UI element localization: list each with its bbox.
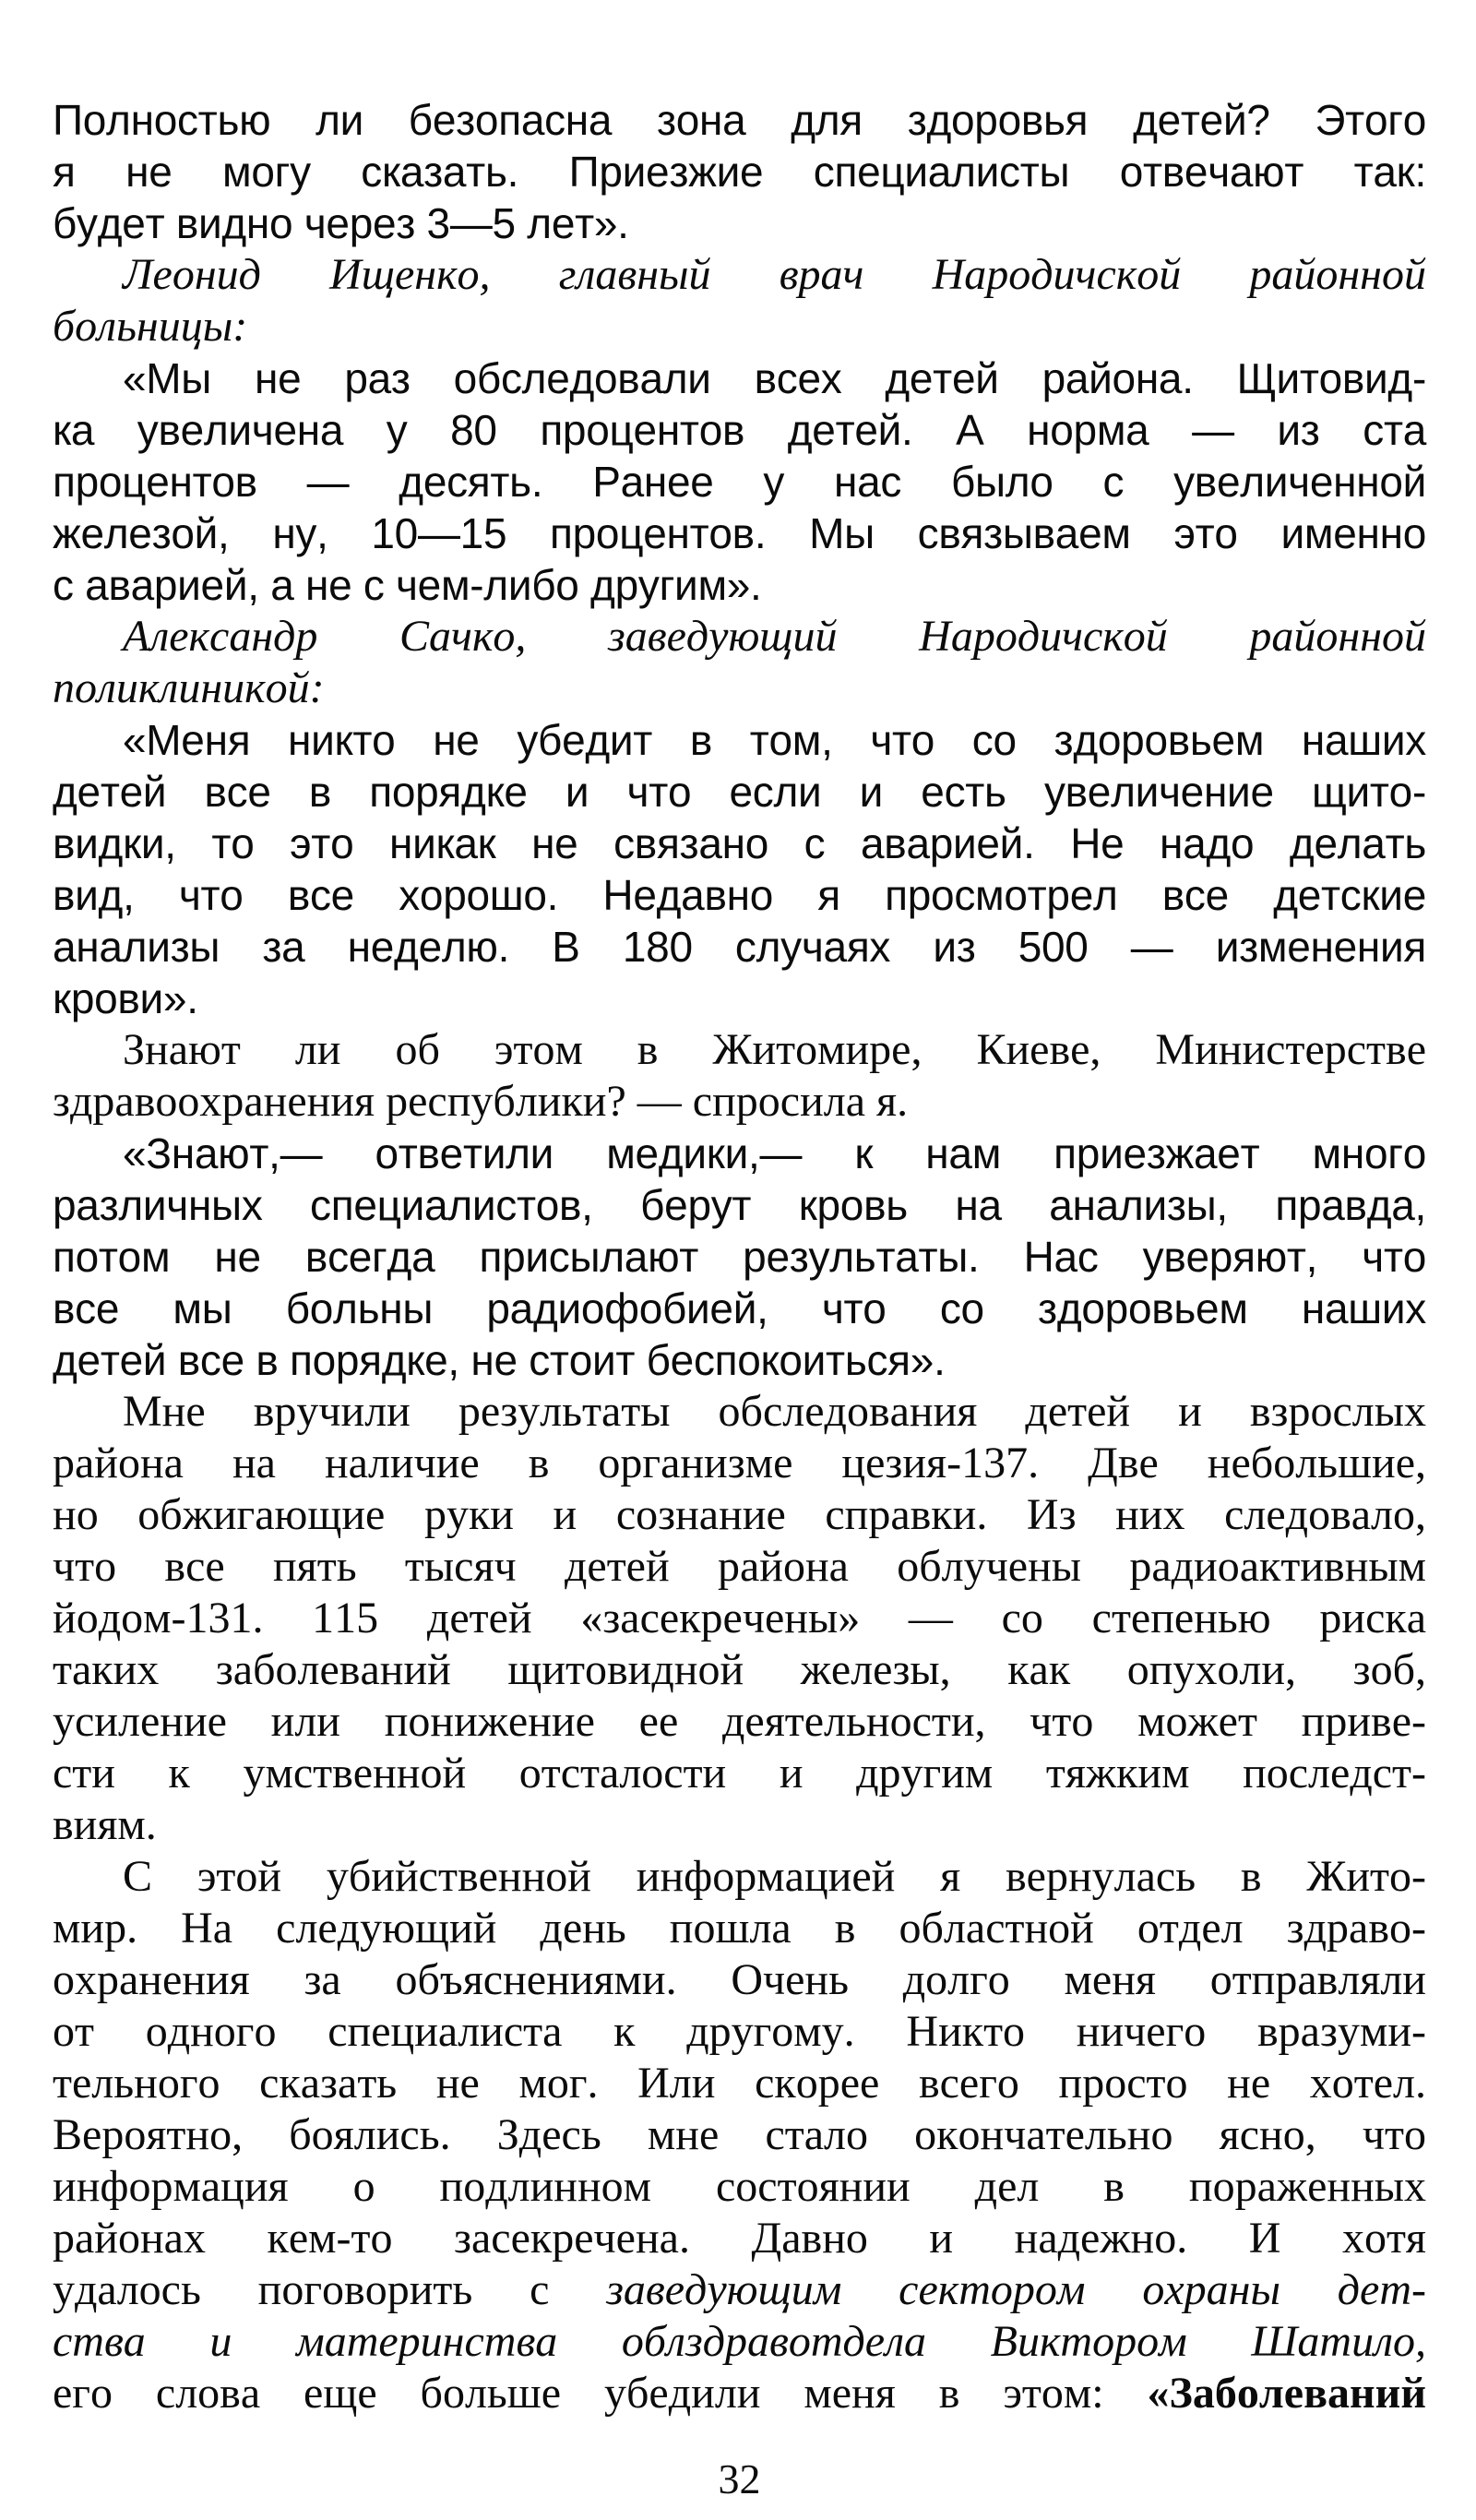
text-line: «Меня никто не убедит в том, что со здоровьем наших bbox=[123, 716, 1426, 764]
text-line: детей все в порядке, не стоит беспокоиться». bbox=[53, 1336, 946, 1384]
text-line: районах кем-то засекречена. Давно и надежно. И хотя bbox=[53, 2214, 1426, 2263]
text-line: йодом-131. 115 детей «засекречены» — со степенью риска bbox=[53, 1594, 1426, 1642]
text-line: сти к умственной отсталости и другим тяжким последст- bbox=[53, 1749, 1426, 1797]
text-line: района на наличие в организме цезия-137. Две небольшие, bbox=[53, 1439, 1426, 1487]
text-line: мир. На следующий день пошла в областной отдел здраво- bbox=[53, 1904, 1426, 1953]
text-line bbox=[53, 2316, 1426, 2368]
text-segment: удалось поговорить с bbox=[53, 2265, 607, 2314]
text-line: анализы за неделю. В 180 случаях из 500 — изменения bbox=[53, 923, 1426, 971]
text-line: все мы больны радиофобией, что со здоровьем наших bbox=[53, 1284, 1426, 1332]
text-line: я не могу сказать. Приезжие специалисты отвечают так: bbox=[53, 148, 1426, 196]
text-line: детей все в порядке и что если и есть увеличение щито- bbox=[53, 768, 1426, 816]
text-line: железой, ну, 10—15 процентов. Мы связываем это именно bbox=[53, 509, 1426, 557]
text-line: здравоохранения республики? — спросила я. bbox=[53, 1077, 909, 1126]
text-line: «Знают,— ответили медики,— к нам приезжает много bbox=[123, 1129, 1426, 1177]
text-line: различных специалистов, берут кровь на анализы, правда, bbox=[53, 1181, 1426, 1229]
text-line: потом не всегда присылают результаты. Нас уверяют, что bbox=[53, 1233, 1426, 1281]
text-line: крови». bbox=[53, 974, 198, 1022]
text-line: «Мы не раз обследовали всех детей района. Щитовид- bbox=[123, 354, 1426, 402]
text-line: но обжигающие руки и сознание справки. Из них следовало, bbox=[53, 1490, 1426, 1539]
text-line: будет видно через 3—5 лет». bbox=[53, 199, 629, 247]
text-line: Мне вручили результаты обследования детей и взрослых bbox=[123, 1387, 1426, 1436]
page-number: 32 bbox=[718, 2455, 761, 2502]
text-line bbox=[53, 2368, 1426, 2419]
text-line: Леонид Ищенко, главный врач Народичской районной bbox=[123, 250, 1426, 299]
page-text bbox=[53, 94, 1426, 2419]
text-line: что все пять тысяч детей района облучены радиоактивным bbox=[53, 1542, 1426, 1591]
text-segment: заведующим сектором охраны дет- bbox=[606, 2265, 1426, 2314]
text-line: поликлиникой: bbox=[53, 663, 325, 712]
text-line: информация о подлинном состоянии дел в пораженных bbox=[53, 2162, 1426, 2211]
text-line: видки, то это никак не связано с аварией. Не надо делать bbox=[53, 819, 1426, 867]
text-line: тельного сказать не мог. Или скорее всего просто не хотел. bbox=[53, 2059, 1426, 2108]
text-line bbox=[53, 2264, 1426, 2316]
text-line: с аварией, а не с чем-либо другим». bbox=[53, 561, 762, 609]
text-line: ка увеличена у 80 процентов детей. А норма — из ста bbox=[53, 406, 1426, 454]
text-line: охранения за объяснениями. Очень долго меня отправляли bbox=[53, 1955, 1426, 2004]
text-line: Полностью ли безопасна зона для здоровья детей? Этого bbox=[53, 96, 1426, 144]
text-line: С этой убийственной информацией я вернулась в Жито- bbox=[123, 1852, 1426, 1901]
text-segment: его слова еще больше убедили меня в этом: bbox=[53, 2369, 1148, 2418]
text-line: больницы: bbox=[53, 302, 248, 351]
text-line: от одного специалиста к другому. Никто ничего вразуми- bbox=[53, 2007, 1426, 2056]
text-line: Вероятно, боялись. Здесь мне стало окончательно ясно, что bbox=[53, 2110, 1426, 2159]
text-line: Знают ли об этом в Житомире, Киеве, Министерстве bbox=[123, 1025, 1426, 1074]
text-line: вид, что все хорошо. Недавно я просмотрел все детские bbox=[53, 871, 1426, 919]
text-segment: «Заболеваний bbox=[1147, 2369, 1426, 2418]
text-line: таких заболеваний щитовидной железы, как опухоли, зоб, bbox=[53, 1645, 1426, 1694]
text-line: усиление или понижение ее деятельности, что может приве- bbox=[53, 1697, 1426, 1746]
text-line: виям. bbox=[53, 1800, 157, 1849]
text-line: Александр Сачко, заведующий Народичской районной bbox=[123, 612, 1426, 661]
text-segment: ства и материнства облздравотдела Виктором Шатило, bbox=[53, 2317, 1426, 2366]
text-line: процентов — десять. Ранее у нас было с увеличенной bbox=[53, 458, 1426, 506]
